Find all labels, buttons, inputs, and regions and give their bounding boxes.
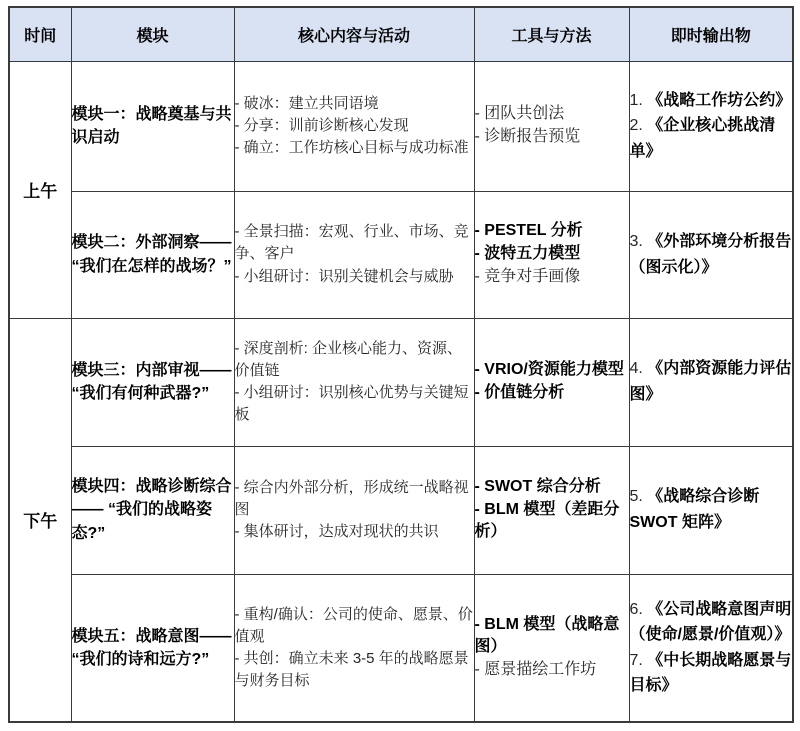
content-item: - 小组研讨：识别关键机会与威胁 [234, 267, 454, 285]
content-item: - 分享：训前诊断核心发现 [234, 116, 409, 134]
tools-cell-1 [474, 61, 629, 191]
output-title: 《战略工作坊公约》 [647, 91, 792, 109]
header-cell-module: 模块 [71, 7, 234, 61]
output-item [630, 88, 793, 114]
table-row-module-3 [9, 318, 793, 446]
tool-item: - 波特五力模型 [474, 245, 581, 263]
tool-item: - VRIO/资源能力模型 [474, 361, 624, 379]
output-title: 《外部环境分析报告（图示化）》 [629, 232, 792, 276]
outputs-cell-4 [629, 446, 793, 574]
output-title: 《内部资源能力评估图》 [629, 360, 792, 403]
outputs-cell-5 [629, 574, 793, 722]
output-item [630, 648, 793, 699]
table-row-module-4 [9, 446, 793, 574]
output-number: 2. [629, 117, 643, 135]
tool-item: - 竞争对手画像 [474, 267, 581, 285]
content-cell-1 [234, 61, 474, 191]
module-cell-1: 模块一：战略奠基与共识启动 [71, 61, 234, 191]
outputs-cell-1 [629, 61, 793, 191]
time-cell-morning: 上午 [9, 61, 71, 318]
header-row [9, 7, 793, 61]
tools-cell-3 [474, 318, 629, 446]
content-item: - 集体研讨，达成对现状的共识 [234, 523, 439, 541]
tool-item: - SWOT 综合分析 [474, 477, 601, 495]
output-number: 1. [629, 91, 643, 109]
content-cell-4 [234, 446, 474, 574]
tool-item: - 诊断报告预览 [474, 128, 581, 145]
tools-cell-5 [474, 574, 629, 722]
output-title: 《战略综合诊断 SWOT 矩阵》 [629, 488, 760, 531]
content-item: - 破冰：建立共同语境 [234, 94, 379, 112]
output-item [630, 356, 793, 407]
content-cell-5 [234, 574, 474, 722]
output-item [630, 597, 793, 648]
tool-item: - 价值链分析 [474, 384, 565, 401]
output-item [630, 113, 793, 164]
module-cell-3: 模块三：内部审视—— “我们有何种武器?” [71, 318, 234, 446]
header-cell-tools: 工具与方法 [474, 7, 629, 61]
content-item: - 综合内外部分析，形成统一战略视图 [234, 478, 469, 518]
header-cell-time: 时间 [9, 7, 71, 61]
output-title: 《企业核心挑战清单》 [629, 117, 776, 160]
output-title: 《中长期战略愿景与目标》 [629, 651, 792, 695]
content-item: - 确立：工作坊核心目标与成功标准 [234, 139, 469, 157]
output-number: 4. [629, 360, 643, 378]
output-number: 3. [629, 232, 643, 250]
content-cell-2 [234, 191, 474, 318]
module-cell-5: 模块五：战略意图—— “我们的诗和远方?” [71, 574, 234, 722]
module-cell-4: 模块四：战略诊断综合—— “我们的战略姿态?” [71, 446, 234, 574]
content-cell-3 [234, 318, 474, 446]
output-number: 5. [629, 488, 643, 506]
tool-item: - 愿景描绘工作坊 [474, 661, 597, 679]
content-item: - 深度剖析: 企业核心能力、资源、价值链 [234, 339, 462, 379]
output-number: 7. [629, 651, 643, 669]
output-title: 《公司战略意图声明（使命/愿景/价值观）》 [629, 600, 792, 644]
tools-cell-4 [474, 446, 629, 574]
output-number: 6. [629, 600, 643, 618]
tool-item: - PESTEL 分析 [474, 222, 583, 240]
tool-item: - 团队共创法 [474, 105, 565, 123]
module-cell-2: 模块二：外部洞察—— “我们在怎样的战场？” [71, 191, 234, 318]
content-item: - 全景扫描：宏观、行业、市场、竞争、客户 [234, 223, 469, 263]
header-cell-outputs: 即时输出物 [629, 7, 793, 61]
output-item [630, 229, 793, 280]
header-cell-content: 核心内容与活动 [234, 7, 474, 61]
tool-item: - BLM 模型（差距分析） [474, 500, 620, 541]
content-item: - 重构/确认：公司的使命、愿景、价值观 [234, 605, 473, 645]
content-item: - 共创：确立未来 3-5 年的战略愿景与财务目标 [234, 649, 469, 689]
workshop-agenda-table [8, 6, 794, 723]
tool-item: - BLM 模型（战略意图） [474, 615, 620, 656]
output-item [630, 484, 793, 535]
cropped-text-artifact [45, 725, 61, 729]
time-cell-afternoon: 下午 [9, 318, 71, 722]
table-row-module-2 [9, 191, 793, 318]
outputs-cell-3 [629, 318, 793, 446]
content-item: - 小组研讨：识别核心优势与关键短板 [234, 384, 469, 424]
table-row-module-5 [9, 574, 793, 722]
tools-cell-2 [474, 191, 629, 318]
outputs-cell-2 [629, 191, 793, 318]
table-row-module-1 [9, 61, 793, 191]
